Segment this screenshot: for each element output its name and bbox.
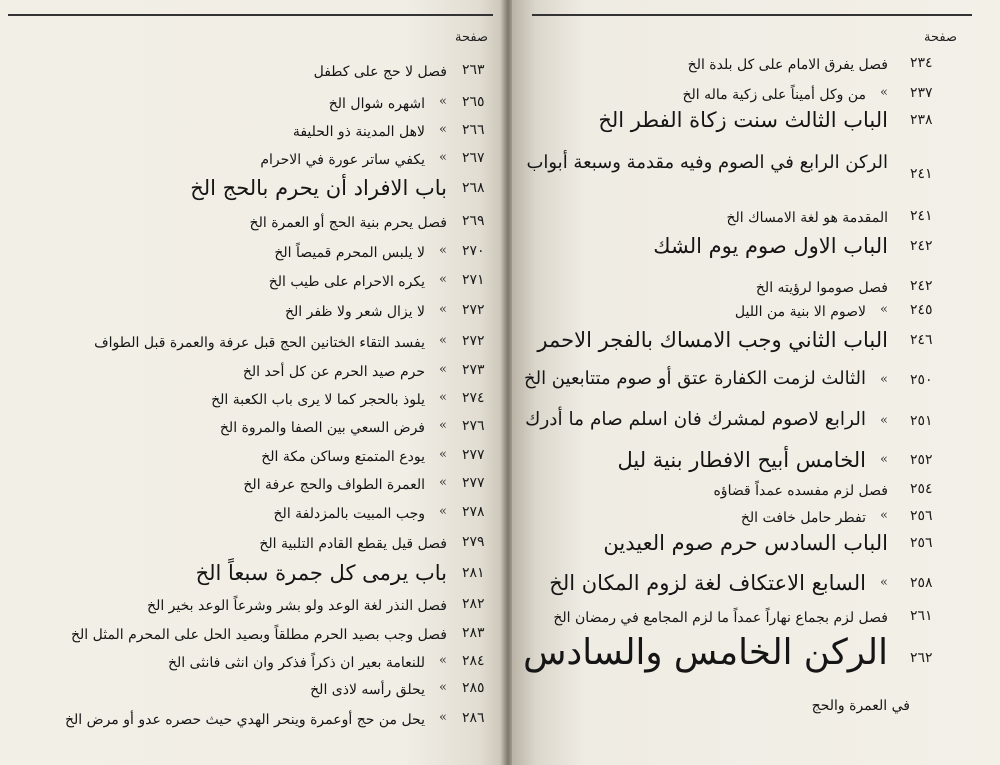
page-number: ٢٤٢ — [910, 278, 933, 294]
toc-entry — [0, 272, 505, 296]
page-number: ٢٦٢ — [910, 650, 933, 666]
toc-entry — [512, 85, 1000, 109]
ditto-mark: « — [439, 504, 447, 519]
toc-entry — [512, 302, 1000, 326]
entry-title: وجب المبيت بالمزدلفة الخ — [273, 506, 425, 522]
toc-entry — [0, 504, 505, 528]
entry-title: فرض السعي بين الصفا والمروة الخ — [219, 420, 425, 436]
toc-entry — [0, 680, 505, 704]
ditto-mark: « — [439, 122, 447, 137]
toc-entry — [512, 481, 1000, 505]
page-header: صفحة — [924, 30, 957, 45]
toc-entry — [0, 710, 505, 734]
ditto-mark: « — [439, 680, 447, 695]
entry-title: للنعامة بعير ان ذكراً فذكر وان انثى فانثى الخ — [167, 655, 425, 671]
toc-entry — [512, 108, 1000, 136]
entry-title: الرابع لاصوم لمشرك فان اسلم صام ما أدرك — [525, 409, 866, 430]
page-number: ٢٦٥ — [462, 94, 485, 110]
toc-entry — [0, 176, 505, 204]
toc-entry — [512, 208, 1000, 232]
toc-entry — [512, 409, 1000, 437]
toc-entry — [0, 418, 505, 442]
ditto-mark: « — [439, 653, 447, 668]
toc-entry — [0, 447, 505, 471]
ditto-mark: « — [439, 475, 447, 490]
page-number: ٢٤٦ — [910, 332, 933, 348]
right-page — [512, 0, 1000, 765]
entry-title: الركن الرابع في الصوم وفيه مقدمة وسبعة أبواب — [526, 152, 888, 173]
entry-title: فصل لزم بجماع نهاراً عمداً ما لزم المجامع في رمضان الخ — [553, 610, 888, 626]
toc-entry — [512, 234, 1000, 262]
toc-entry — [512, 368, 1000, 396]
toc-entry — [0, 213, 505, 237]
toc-entry — [512, 531, 1000, 559]
entry-title: فصل لا حج على كطفل — [313, 64, 447, 80]
entry-title: يحلق رأسه لاذى الخ — [310, 682, 425, 698]
entry-title: اشهره شوال الخ — [328, 96, 425, 112]
entry-title: فصل يفرق الامام على كل بلدة الخ — [687, 57, 888, 73]
page-number: ٢٦٨ — [462, 180, 485, 196]
page-number: ٢٧٣ — [462, 362, 485, 378]
toc-entry — [0, 596, 505, 620]
entry-title: تفطر حامل خافت الخ — [740, 510, 866, 526]
page-number: ٢٨٣ — [462, 625, 485, 641]
entry-title: الباب الثاني وجب الامساك بالفجر الاحمر — [537, 328, 888, 352]
entry-title: يودع المتمتع وساكن مكة الخ — [261, 449, 425, 465]
toc-entry — [0, 625, 505, 649]
toc-entry — [0, 150, 505, 174]
entry-title: لا يلبس المحرم قميصاً الخ — [274, 245, 425, 261]
entry-title: يكفي ساتر عورة في الاحرام — [260, 152, 425, 168]
ditto-mark: « — [880, 302, 888, 317]
entry-title: في العمرة والحج — [811, 698, 910, 714]
page-number: ٢٧٨ — [462, 504, 485, 520]
page-number: ٢٧١ — [462, 272, 485, 288]
page-number: ٢٥٤ — [910, 481, 933, 497]
page-number: ٢٨٤ — [462, 653, 485, 669]
toc-entry — [0, 534, 505, 558]
ditto-mark: « — [439, 418, 447, 433]
toc-entry — [0, 122, 505, 146]
page-number: ٢٥٨ — [910, 575, 933, 591]
entry-title: الباب السادس حرم صوم العيدين — [603, 531, 888, 555]
ditto-mark: « — [880, 452, 888, 467]
page-number: ٢٧٦ — [462, 418, 485, 434]
page-number: ٢٦٣ — [462, 62, 485, 78]
page-number: ٢٧٧ — [462, 475, 485, 491]
ditto-mark: « — [880, 372, 888, 387]
entry-title: فصل يحرم بنية الحج أو العمرة الخ — [249, 215, 447, 231]
page-number: ٢٦٦ — [462, 122, 485, 138]
page-number: ٢٤٢ — [910, 238, 933, 254]
toc-entry — [0, 333, 505, 357]
entry-title: المقدمة هو لغة الامساك الخ — [726, 210, 888, 226]
entry-title: العمرة الطواف والحج عرفة الخ — [243, 477, 425, 493]
entry-title: لا يزال شعر ولا ظفر الخ — [284, 304, 425, 320]
toc-entry — [0, 243, 505, 267]
page-number: ٢٣٨ — [910, 112, 933, 128]
entry-title: الركن الخامس والسادس — [523, 632, 888, 673]
top-rule — [532, 14, 972, 16]
top-rule — [8, 14, 493, 16]
toc-entry — [0, 62, 505, 86]
entry-title: لاهل المدينة ذو الحليفة — [292, 124, 425, 140]
entry-title: الخامس أبيح الافطار بنية ليل — [617, 448, 866, 472]
toc-entry — [512, 696, 1000, 720]
entry-title: لاصوم الا بنية من الليل — [734, 304, 866, 320]
page-number: ٢٨٥ — [462, 680, 485, 696]
entry-title: فصل صوموا لرؤيته الخ — [755, 280, 888, 296]
page-number: ٢٤١ — [910, 166, 933, 182]
entry-title: الباب الاول صوم يوم الشك — [653, 234, 888, 258]
page-number: ٢٥٦ — [910, 535, 933, 551]
entry-title: يفسد التقاء الختانين الحج قبل عرفة والعمرة قبل الطواف — [94, 335, 425, 351]
page-number: ٢٥٦ — [910, 508, 933, 524]
page-number: ٢٧٩ — [462, 534, 485, 550]
entry-title: فصل لزم مفسده عمداً قضاؤه — [713, 483, 888, 499]
ditto-mark: « — [439, 710, 447, 725]
entry-title: من وكل أميناً على زكية ماله الخ — [682, 87, 866, 103]
page-number: ٢٤٥ — [910, 302, 933, 318]
ditto-mark: « — [439, 272, 447, 287]
toc-entry — [0, 94, 505, 118]
toc-entry — [0, 362, 505, 386]
entry-title: يكره الاحرام على طيب الخ — [268, 274, 425, 290]
toc-entry — [512, 152, 1000, 190]
ditto-mark: « — [439, 302, 447, 317]
entry-title: السابع الاعتكاف لغة لزوم المكان الخ — [549, 571, 866, 595]
page-number: ٢٧٤ — [462, 390, 485, 406]
entry-title: حرم صيد الحرم عن كل أحد الخ — [242, 364, 425, 380]
toc-entry — [512, 448, 1000, 476]
page-number: ٢٧٠ — [462, 243, 485, 259]
ditto-mark: « — [439, 362, 447, 377]
toc-entry — [512, 571, 1000, 599]
entry-title: باب يرمى كل جمرة سبعاً الخ — [195, 561, 447, 585]
page-number: ٢٥١ — [910, 413, 933, 429]
toc-entry — [512, 608, 1000, 632]
page-header: صفحة — [455, 30, 488, 45]
entry-title: الباب الثالث سنت زكاة الفطر الخ — [598, 108, 888, 132]
entry-title: فصل قيل يقطع القادم التلبية الخ — [259, 536, 447, 552]
ditto-mark: « — [439, 94, 447, 109]
page-number: ٢٧٧ — [462, 447, 485, 463]
toc-entry — [0, 302, 505, 326]
toc-entry — [512, 55, 1000, 79]
page-number: ٢٣٧ — [910, 85, 933, 101]
entry-title: الثالث لزمت الكفارة عتق أو صوم متتابعين الخ — [523, 368, 866, 389]
ditto-mark: « — [439, 243, 447, 258]
ditto-mark: « — [880, 575, 888, 590]
toc-entry — [0, 475, 505, 499]
entry-title: فصل النذر لغة الوعد ولو بشر وشرعاً الوعد بخير الخ — [147, 598, 447, 614]
ditto-mark: « — [439, 150, 447, 165]
page-number: ٢٨٦ — [462, 710, 485, 726]
page-number: ٢٨٢ — [462, 596, 485, 612]
entry-title: يلوذ بالحجر كما لا يرى باب الكعبة الخ — [211, 392, 425, 408]
page-number: ٢٧٢ — [462, 302, 485, 318]
toc-entry — [512, 508, 1000, 532]
toc-entry — [512, 328, 1000, 356]
toc-entry — [0, 561, 505, 589]
page-number: ٢٦٧ — [462, 150, 485, 166]
page-number: ٢٦١ — [910, 608, 933, 624]
ditto-mark: « — [880, 413, 888, 428]
entry-title: يحل من حج أوعمرة وينحر الهدي حيث حصره عدو أو مرض الخ — [65, 712, 425, 728]
toc-entry — [0, 390, 505, 414]
ditto-mark: « — [439, 333, 447, 348]
ditto-mark: « — [439, 447, 447, 462]
page-number: ٢٨١ — [462, 565, 485, 581]
page-number: ٢٣٤ — [910, 55, 933, 71]
ditto-mark: « — [880, 85, 888, 100]
toc-entry — [512, 632, 1000, 674]
page-number: ٢٧٢ — [462, 333, 485, 349]
page-number: ٢٤١ — [910, 208, 933, 224]
page-number: ٢٥٠ — [910, 372, 933, 388]
entry-title: فصل وجب بصيد الحرم مطلقاً وبصيد الحل على المحرم المثل الخ — [70, 627, 447, 643]
entry-title: باب الافراد أن يحرم بالحج الخ — [190, 176, 447, 200]
toc-entry — [512, 278, 1000, 302]
ditto-mark: « — [880, 508, 888, 523]
page-number: ٢٥٢ — [910, 452, 933, 468]
toc-entry — [0, 653, 505, 677]
ditto-mark: « — [439, 390, 447, 405]
page-number: ٢٦٩ — [462, 213, 485, 229]
